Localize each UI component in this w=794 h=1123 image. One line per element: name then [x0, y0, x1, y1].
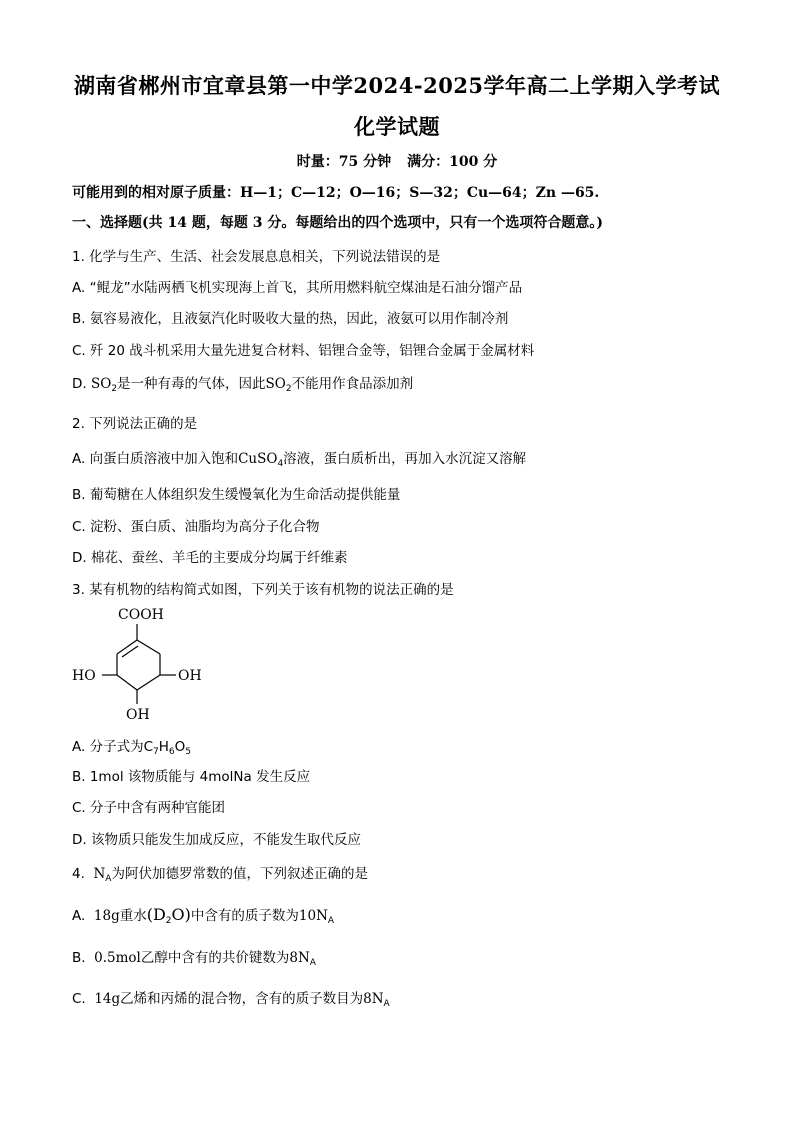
exam-score: 满分：100 分: [407, 154, 498, 170]
q1-option-c: C. 歼 20 战斗机采用大量先进复合材料、铝锂合金等，铝锂合金属于金属材料: [72, 343, 535, 359]
q3-a-h: H: [158, 739, 169, 755]
label-oh-right: OH: [178, 668, 202, 684]
formula: 0.5mol: [94, 950, 141, 966]
q3-option-a: [72, 735, 191, 755]
q4-b-label: B.: [72, 950, 86, 966]
formula-so2: SO: [90, 376, 112, 392]
subscript: 2: [111, 384, 118, 394]
subscript: A: [383, 999, 390, 1009]
double-bond: [122, 646, 138, 657]
q2-option-a: [72, 447, 526, 467]
q1-d-text1: 是一种有毒的气体，因此: [117, 376, 266, 392]
q1-option-a: A. “鲲龙”水陆两栖飞机实现海上首飞，其所用燃料航空煤油是石油分馏产品: [72, 280, 523, 296]
structure-diagram: [72, 600, 222, 729]
subscript: 5: [185, 747, 192, 757]
shikimic-acid-structure: [72, 600, 222, 725]
q3-option-b: B. 1mol 该物质能与 4molNa 发生反应: [72, 769, 311, 785]
formula: 8N: [363, 991, 384, 1007]
bond: [117, 640, 137, 654]
q4-option-a: [72, 904, 334, 924]
q1-option-b: B. 氨容易液化，且液氨汽化时吸收大量的热，因此，液氨可以用作制冷剂: [72, 311, 509, 327]
subject-title: 化学试题: [354, 114, 440, 139]
subscript: A: [327, 916, 335, 926]
exam-time: 时量：75 分钟: [296, 154, 392, 170]
q2-a-text1: A. 向蛋白质溶液中加入饱和: [72, 451, 239, 467]
q4-c-text1: 乙烯和丙烯的混合物，含有的质子数目为: [120, 991, 364, 1007]
q2-option-d: D. 棉花、蚕丝、羊毛的主要成分均属于纤维素: [72, 550, 348, 566]
q4-a-text2: 中含有的质子数为: [190, 908, 299, 924]
formula: 14g: [94, 991, 121, 1007]
q4-a-text1: 重水: [119, 908, 147, 924]
label-cooh: COOH: [118, 607, 164, 623]
subscript: 7: [153, 747, 159, 757]
q2-option-b: B. 葡萄糖在人体组织发生缓慢氧化为生命活动提供能量: [72, 487, 401, 503]
formula-d2o: (D: [146, 905, 166, 924]
formula-so2: SO: [265, 376, 286, 392]
q1-d-label: D.: [72, 376, 87, 392]
q3-stem: 3. 某有机物的结构简式如图，下列关于该有机物的说法正确的是: [72, 582, 454, 598]
q3-option-c: C. 分子中含有两种官能团: [72, 800, 226, 816]
q4-b-text1: 乙醇中含有的共价键数为: [140, 950, 290, 966]
symbol-na: N: [93, 866, 106, 882]
bond: [137, 675, 160, 690]
formula-d2o-close: O): [171, 905, 191, 924]
q4-option-b: [72, 946, 316, 966]
q3-a-o: O: [174, 739, 186, 755]
subscript: 2: [285, 384, 292, 394]
label-oh-bottom: OH: [126, 707, 150, 723]
q1-option-d: [72, 372, 413, 392]
q4-stem: [72, 862, 368, 882]
q2-stem: 2. 下列说法正确的是: [72, 416, 198, 432]
section-title: 一、选择题(共 14 题，每题 3 分。每题给出的四个选项中，只有一个选项符合题意。): [72, 215, 603, 231]
q4-c-label: C.: [72, 991, 86, 1007]
q3-a-text: A. 分子式为C: [72, 739, 154, 755]
q4-stem-text: 为阿伏加德罗常数的值，下列叙述正确的是: [111, 866, 368, 882]
q4-a-label: A.: [72, 908, 86, 924]
bond: [137, 640, 160, 654]
subscript: A: [309, 958, 316, 968]
formula: 8N: [289, 950, 310, 966]
q3-option-d: D. 该物质只能发生加成反应，不能发生取代反应: [72, 832, 361, 848]
subscript: 2: [165, 916, 172, 926]
subscript: 4: [277, 459, 284, 469]
subscript: 6: [168, 747, 175, 757]
q4-option-c: [72, 987, 390, 1007]
atomic-masses: 可能用到的相对原子质量：H—1；C—12；O—16；S—32；Cu—64；Zn —65.: [72, 185, 600, 201]
q1-stem: 1. 化学与生产、生活、社会发展息息相关，下列说法错误的是: [72, 249, 441, 265]
subscript: A: [105, 874, 112, 884]
formula: 18g: [93, 908, 120, 924]
exam-title: 湖南省郴州市宜章县第一中学2024-2025学年高二上学期入学考试: [73, 73, 721, 98]
formula: 10N: [298, 908, 328, 924]
exam-meta: [0, 151, 794, 171]
formula-cuso4: CuSO: [238, 451, 278, 467]
q2-option-c: C. 淀粉、蛋白质、油脂均为高分子化合物: [72, 519, 320, 535]
bond: [117, 675, 137, 690]
q1-d-text2: 不能用作食品添加剂: [291, 376, 414, 392]
q4-number: 4.: [72, 866, 85, 882]
q2-a-text2: 溶液，蛋白质析出，再加入水沉淀又溶解: [283, 451, 527, 467]
label-ho-left: HO: [72, 668, 96, 684]
